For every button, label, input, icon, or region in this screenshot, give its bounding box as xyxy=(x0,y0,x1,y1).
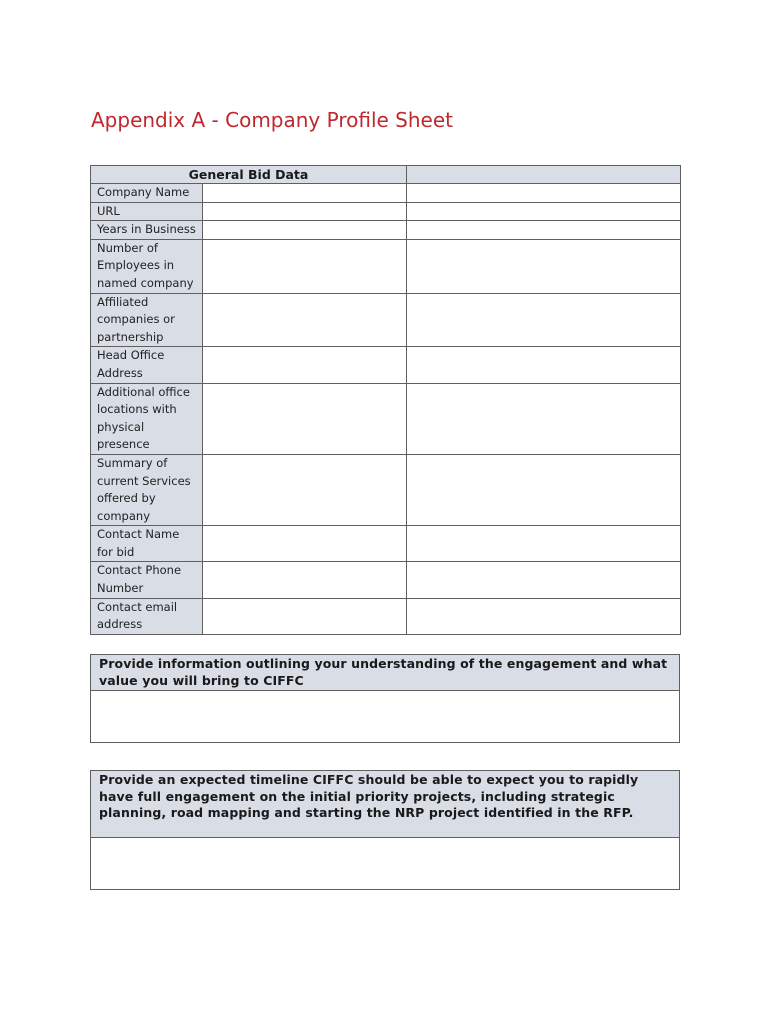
row-label-url: URL xyxy=(91,202,203,221)
engagement-section xyxy=(90,654,680,743)
row-label-company-name: Company Name xyxy=(91,184,203,203)
company-name-field[interactable] xyxy=(203,184,407,203)
url-field-2[interactable] xyxy=(407,202,681,221)
years-in-business-field[interactable] xyxy=(203,221,407,240)
general-bid-table xyxy=(90,165,681,635)
summary-of-services-field-2[interactable] xyxy=(407,454,681,525)
row-label-contact-name: Contact Name for bid xyxy=(91,526,203,562)
contact-email-field-2[interactable] xyxy=(407,598,681,634)
contact-phone-field-2[interactable] xyxy=(407,562,681,598)
affiliated-companies-field-2[interactable] xyxy=(407,293,681,347)
timeline-prompt: Provide an expected timeline CIFFC should be able to expect you to rapidly have full engagement on the initial priority projects, including strategic planning, road mapping and starting the NRP project identified in the RFP. xyxy=(91,771,680,838)
number-of-employees-field[interactable] xyxy=(203,239,407,293)
contact-email-field[interactable] xyxy=(203,598,407,634)
contact-name-field[interactable] xyxy=(203,526,407,562)
general-bid-header: General Bid Data xyxy=(91,166,407,184)
header-blank-cell xyxy=(407,166,681,184)
head-office-address-field-2[interactable] xyxy=(407,347,681,383)
contact-name-field-2[interactable] xyxy=(407,526,681,562)
row-label-affiliated-companies: Affiliated companies or partnership xyxy=(91,293,203,347)
url-field[interactable] xyxy=(203,202,407,221)
timeline-section xyxy=(90,770,680,890)
contact-phone-field[interactable] xyxy=(203,562,407,598)
row-label-years-in-business: Years in Business xyxy=(91,221,203,240)
head-office-address-field[interactable] xyxy=(203,347,407,383)
additional-office-locations-field[interactable] xyxy=(203,383,407,454)
row-label-number-of-employees: Number of Employees in named company xyxy=(91,239,203,293)
affiliated-companies-field[interactable] xyxy=(203,293,407,347)
row-label-additional-office-locations: Additional office locations with physical presence xyxy=(91,383,203,454)
page-title: Appendix A - Company Profile Sheet xyxy=(91,108,453,132)
years-in-business-field-2[interactable] xyxy=(407,221,681,240)
row-label-contact-email: Contact email address xyxy=(91,598,203,634)
row-label-contact-phone: Contact Phone Number xyxy=(91,562,203,598)
row-label-head-office-address: Head Office Address xyxy=(91,347,203,383)
company-name-field-2[interactable] xyxy=(407,184,681,203)
engagement-answer-field[interactable] xyxy=(91,691,680,743)
number-of-employees-field-2[interactable] xyxy=(407,239,681,293)
timeline-answer-field[interactable] xyxy=(91,838,680,890)
summary-of-services-field[interactable] xyxy=(203,454,407,525)
additional-office-locations-field-2[interactable] xyxy=(407,383,681,454)
engagement-prompt: Provide information outlining your understanding of the engagement and what value you will bring to CIFFC xyxy=(91,655,680,691)
row-label-summary-of-services: Summary of current Services offered by company xyxy=(91,454,203,525)
